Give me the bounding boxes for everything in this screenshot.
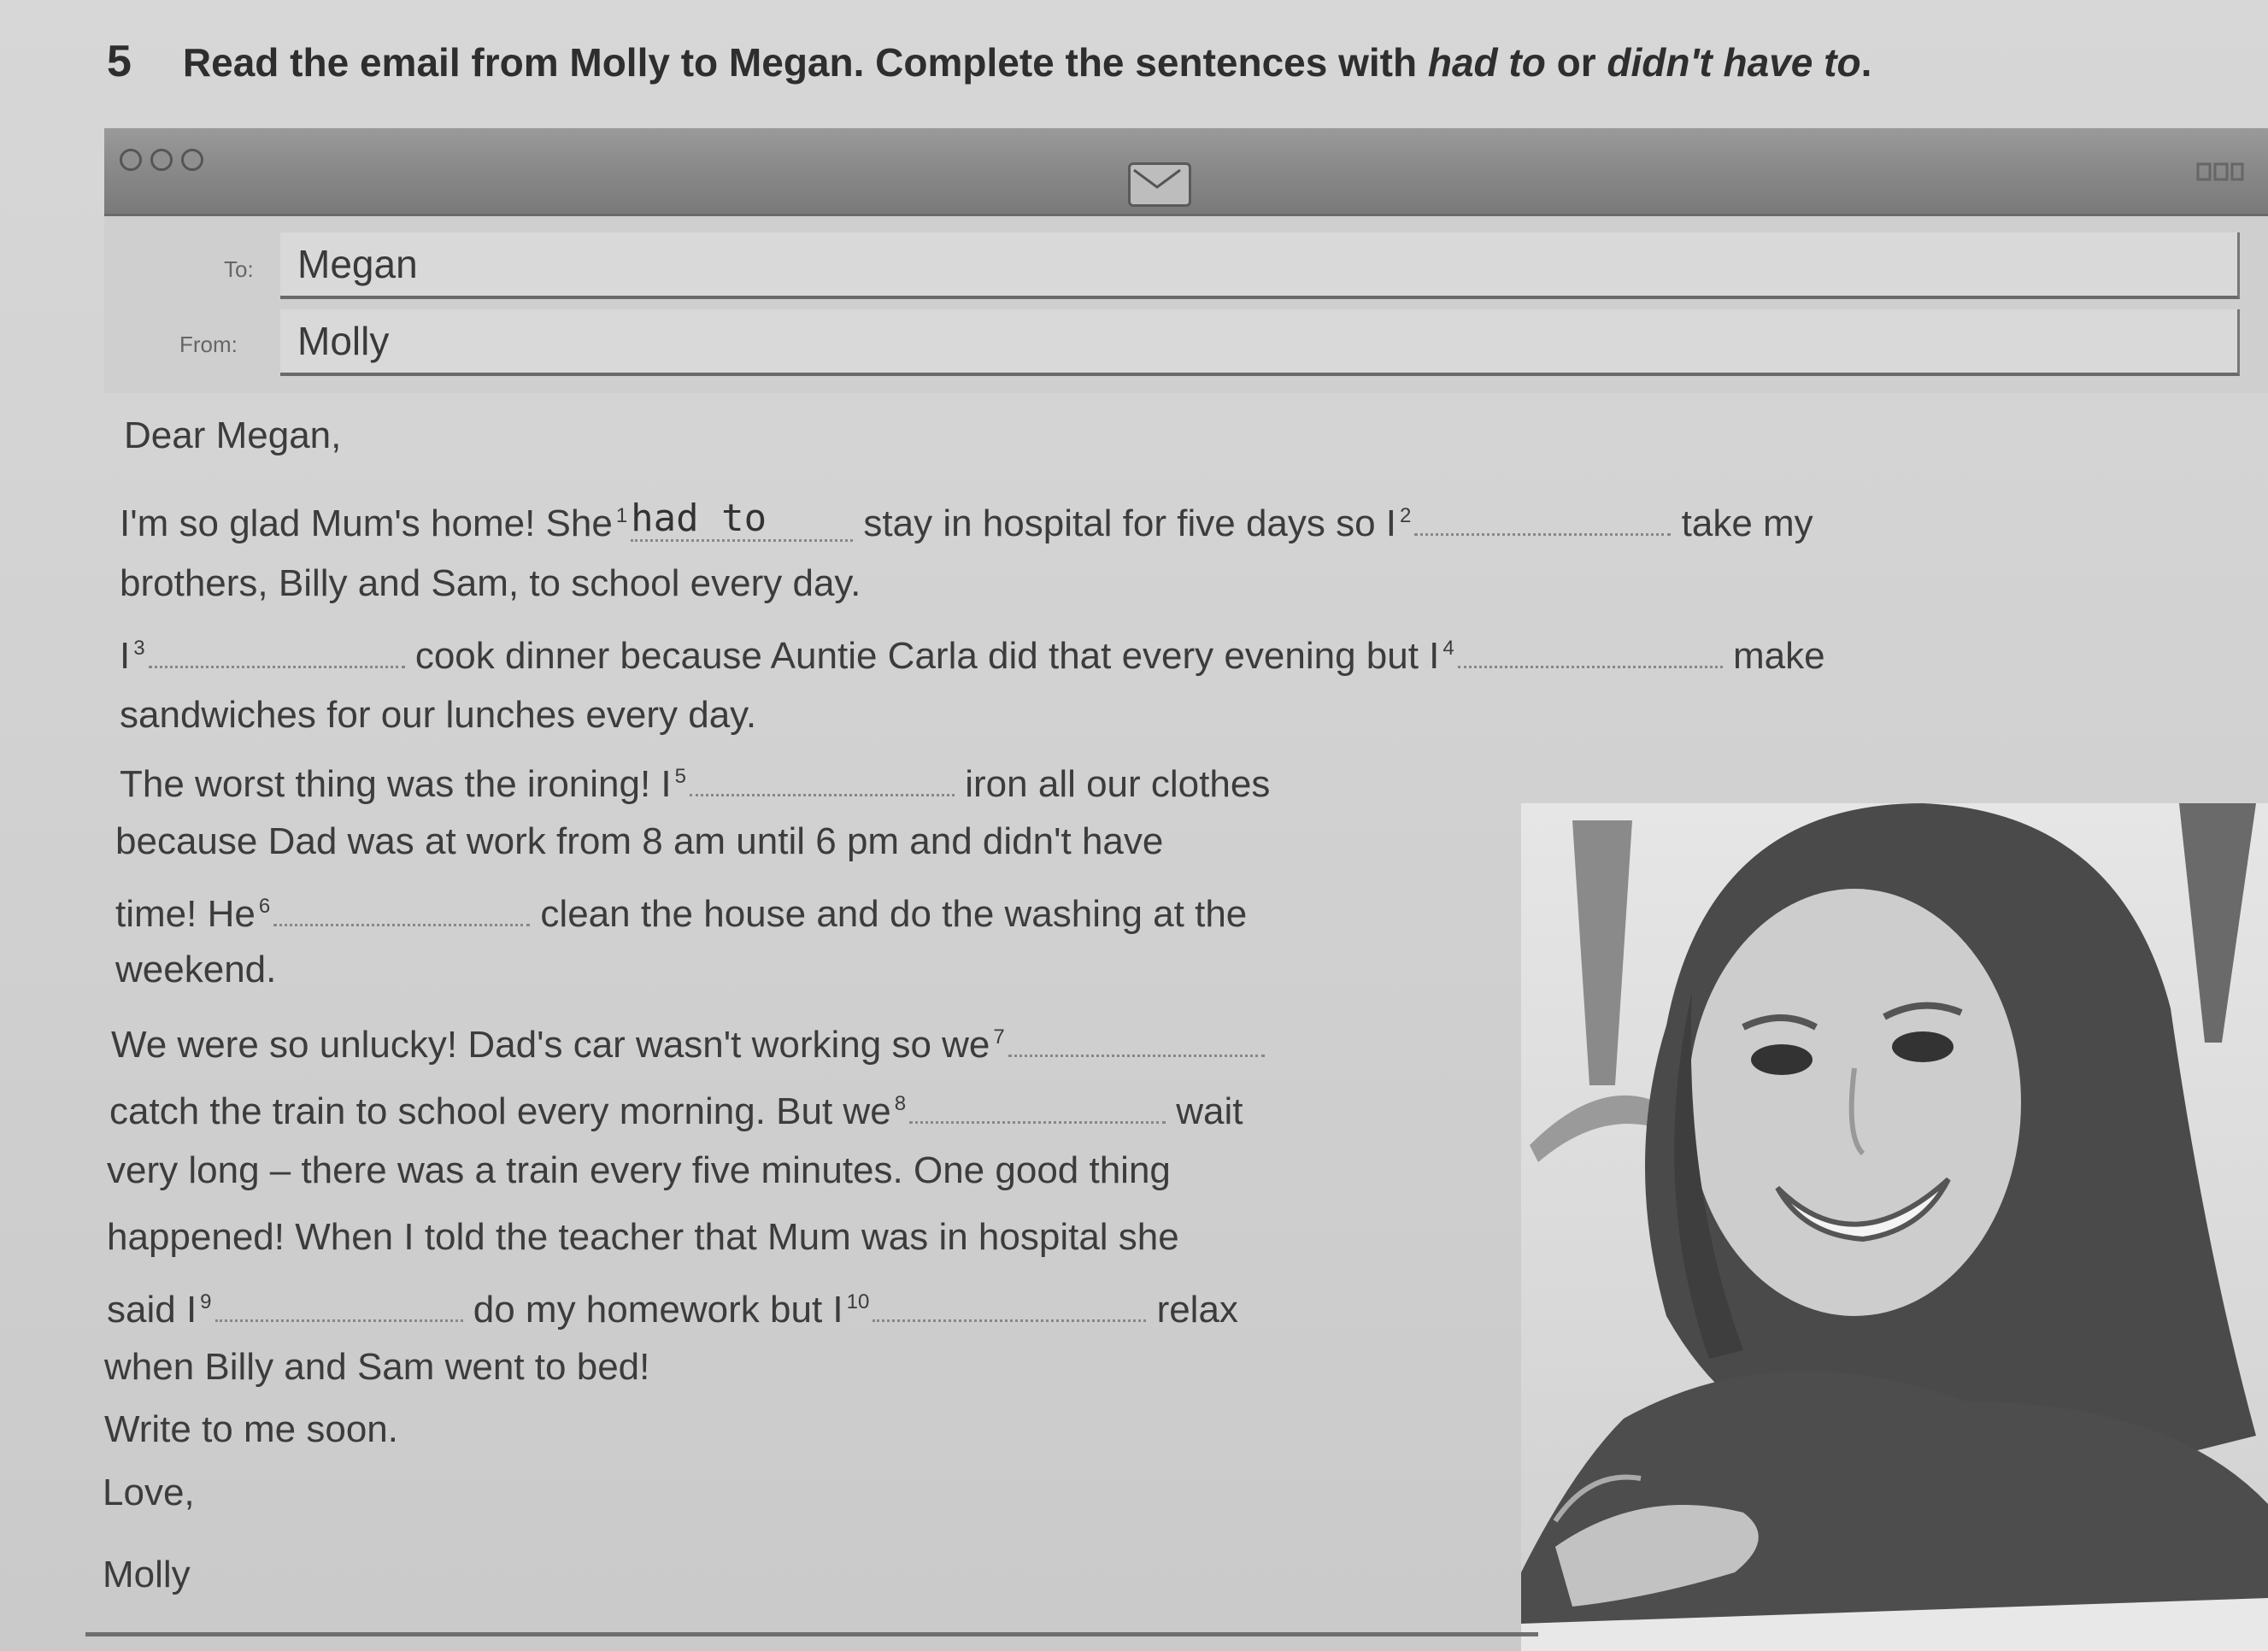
line-10 [109, 1084, 1243, 1133]
text: I [120, 635, 131, 677]
gap-number: 1 [615, 504, 628, 528]
bottom-divider [85, 1632, 1538, 1636]
answer-gap-3[interactable] [149, 628, 405, 668]
text: stay in hospital for five days so I [863, 502, 1397, 544]
email-window [104, 128, 2268, 393]
line-4: sandwiches for our lunches every day. [120, 694, 757, 736]
answer-gap-5[interactable] [690, 756, 955, 796]
line-1 [120, 496, 1813, 545]
line-6: because Dad was at work from 8 am until 6 pm and didn't have [115, 820, 1164, 862]
handwritten-answer: had to [631, 496, 767, 540]
gap-number: 2 [1400, 504, 1412, 528]
answer-gap-1[interactable] [631, 496, 853, 542]
gap-number: 4 [1442, 637, 1454, 661]
line-7 [115, 886, 1247, 936]
girl-photo [1521, 803, 2268, 1651]
resize-grip-icon[interactable] [2195, 159, 2246, 185]
gap-number: 10 [846, 1290, 870, 1314]
answer-gap-10[interactable] [873, 1282, 1146, 1322]
signature: Molly [103, 1554, 191, 1595]
gap-number: 5 [674, 765, 687, 789]
gap-number: 3 [133, 637, 145, 661]
text: We were so unlucky! Dad's car wasn't working so we [111, 1024, 990, 1066]
answer-gap-7[interactable] [1008, 1017, 1265, 1057]
line-2: brothers, Billy and Sam, to school every day. [120, 562, 861, 604]
gap-number: 7 [993, 1025, 1005, 1049]
close-dot-icon[interactable] [120, 149, 142, 171]
phrase-had-to: had to [1427, 40, 1546, 85]
answer-gap-2[interactable] [1414, 496, 1671, 536]
line-14: when Billy and Sam went to bed! [104, 1346, 650, 1388]
gap-number: 8 [894, 1092, 907, 1116]
text: I'm so glad Mum's home! She [120, 502, 613, 544]
line-9 [111, 1017, 1265, 1066]
gap-number: 9 [200, 1290, 212, 1314]
envelope-icon [1128, 162, 1191, 207]
line-16: Love, [103, 1472, 195, 1513]
text: do my homework but I [473, 1289, 843, 1331]
line-15: Write to me soon. [104, 1408, 398, 1450]
exercise-number: 5 [107, 37, 132, 86]
text: make [1732, 635, 1825, 677]
answer-gap-4[interactable] [1458, 628, 1723, 668]
text: said I [107, 1289, 197, 1331]
answer-gap-9[interactable] [215, 1282, 463, 1322]
gap-number: 6 [258, 895, 271, 919]
to-label: To: [224, 256, 254, 282]
text: relax [1156, 1289, 1238, 1331]
line-5 [120, 756, 1270, 806]
to-value: Megan [297, 242, 418, 286]
window-controls [120, 149, 203, 171]
exercise-instruction [107, 36, 1871, 87]
line-13 [107, 1282, 1238, 1331]
text: time! He [115, 893, 256, 935]
answer-gap-8[interactable] [909, 1084, 1166, 1124]
zoom-dot-icon[interactable] [181, 149, 203, 171]
text: wait [1176, 1090, 1243, 1132]
line-12: happened! When I told the teacher that Mum was in hospital she [107, 1216, 1179, 1258]
instruction-or: or [1545, 40, 1607, 85]
instruction-text: Read the email from Molly to Megan. Complete the sentences with [182, 40, 1428, 85]
line-3 [120, 628, 1825, 678]
text: iron all our clothes [965, 763, 1271, 805]
from-label: From: [179, 332, 238, 357]
instruction-period: . [1860, 40, 1872, 85]
from-field[interactable] [280, 309, 2240, 376]
answer-gap-6[interactable] [273, 886, 530, 926]
minimize-dot-icon[interactable] [150, 149, 173, 171]
to-field[interactable] [280, 232, 2240, 299]
phrase-didnt-have-to: didn't have to [1607, 40, 1861, 85]
from-value: Molly [297, 319, 390, 363]
text: The worst thing was the ironing! I [120, 763, 672, 805]
text: take my [1681, 502, 1813, 544]
greeting: Dear Megan, [124, 414, 342, 456]
text: clean the house and do the washing at the [540, 893, 1248, 935]
line-11: very long – there was a train every five minutes. One good thing [107, 1149, 1171, 1191]
email-titlebar [104, 128, 2268, 216]
text: cook dinner because Auntie Carla did that every evening but I [414, 635, 1440, 677]
text: catch the train to school every morning. But we [109, 1090, 891, 1132]
line-8: weekend. [115, 949, 277, 990]
